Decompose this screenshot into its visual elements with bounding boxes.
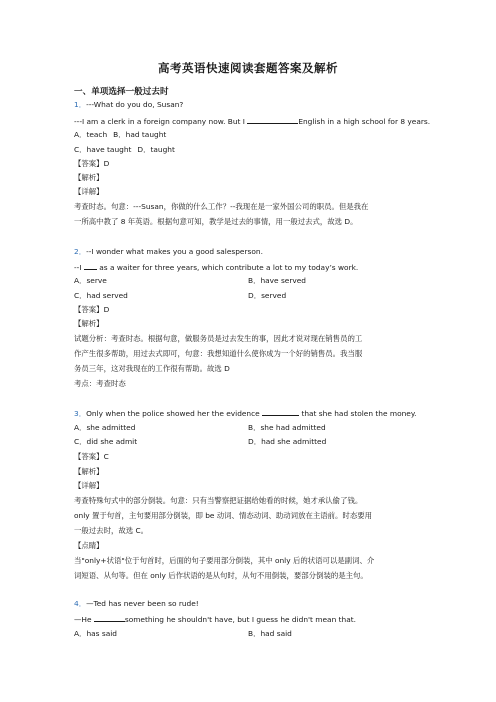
q1-options-ab [74,131,166,138]
q2-option-b[interactable]: B．have served [248,276,306,285]
q2-explanation-line3: 务员三年，这对我现在的工作很有帮助。故选 D [74,364,230,373]
q3-answer: 【答案】C [74,452,109,461]
q3-option-b[interactable]: B．she had admitted [248,423,326,432]
q3-explanation-line1: 考查特殊句式中的部分倒装。句意：只有当警察把证据给她看的时候，她才承认偷了钱。 [74,496,363,505]
q3-explanation-line3: 一般过去时，故选 C。 [74,526,149,535]
q1-stem-line1: 1．---What do you do, Susan? [74,100,184,109]
q3-option-a[interactable]: A．she admitted [74,423,136,432]
q1-analysis-label: 【解析】 [74,173,104,182]
q3-option-c[interactable]: C．did she admit [74,437,138,446]
q1-answer: 【答案】D [74,159,110,168]
q3-number: 3． [74,409,87,418]
q2-option-c[interactable]: C．had served [74,291,128,300]
q2-option-a[interactable]: A．serve [74,276,107,285]
q2-explanation-line2: 作产生很多帮助，用过去式即可，句意：我想知道什么使你成为一个好的销售员。我当服 [74,349,363,358]
q1-options-cd [74,146,175,153]
q2-blank [84,263,97,270]
q3-blank [262,409,299,416]
q3-analysis-label: 【解析】 [74,467,104,476]
q1-detail-label: 【详解】 [74,187,104,196]
q2-point: 考点：考查时态 [74,379,126,388]
q4-option-a[interactable]: A．has said [74,629,117,638]
q4-stem-line2: —He something he shouldn't have, but I guess he didn't mean that. [74,615,356,624]
q1-explanation-line1: 考查时态。句意：---Susan，你做的什么工作？--我现在是一家外国公司的职员。但是我在 [74,202,369,211]
q4-option-b[interactable]: B．had said [248,629,292,638]
q3-explanation-line5: 词短语、从句等。但在 only 后作状语的是从句时，从句不用倒装，要部分倒装的是主句。 [74,571,368,580]
q1-explanation-line2: 一所高中教了 8 年英语。根据句意可知，教学是过去的事情，用一般过去式，故选 D。 [74,217,358,226]
q1-stem-line2: ---I am a clerk in a foreign company now. But I English in a high school for 8 years. [74,117,431,126]
q2-option-d[interactable]: D．served [248,291,287,300]
q3-tip-label: 【点睛】 [74,541,104,550]
q3-explanation-line2: only 置于句首，主句要用部分倒装，即 be 动词、情态动词、助动词放在主语前。时态要用 [74,511,372,520]
section-heading: 一、单项选择一般过去时 [74,87,169,97]
q4-blank [94,615,125,622]
q2-explanation-line1: 试题分析：考查时态。根据句意，做服务员是过去发生的事，因此才说对现在销售员的工 [74,334,363,343]
q1-blank [247,117,298,124]
q3-option-d[interactable]: D．had she admitted [248,437,327,446]
q4-stem-line1: 4．—Ted has never been so rude! [74,599,199,608]
q2-stem-line2: --I as a waiter for three years, which contribute a lot to my today’s work. [74,263,359,272]
q3-detail-label: 【详解】 [74,481,104,490]
q2-analysis-label: 【解析】 [74,319,104,328]
q1-option-a[interactable]: A．teach [74,130,108,139]
q1-number: 1． [74,100,87,109]
q4-number: 4． [74,599,87,608]
q1-option-c[interactable]: C．have taught [74,145,132,154]
q3-explanation-line4: 当"only+状语"位于句首时，后面的句子要用部分倒装，其中 only 后的状语可以是副词、介 [74,556,375,565]
document-title: 高考英语快速阅读套题答案及解析 [158,61,338,75]
q2-answer: 【答案】D [74,305,110,314]
q2-number: 2． [74,247,87,256]
q1-option-d[interactable]: D．taught [137,145,175,154]
q3-stem: 3．Only when the police showed her the evidence that she had stolen the money. [74,409,417,418]
q1-option-b[interactable]: B．had taught [113,130,167,139]
q2-stem-line1: 2．--I wonder what makes you a good salesperson. [74,247,263,256]
